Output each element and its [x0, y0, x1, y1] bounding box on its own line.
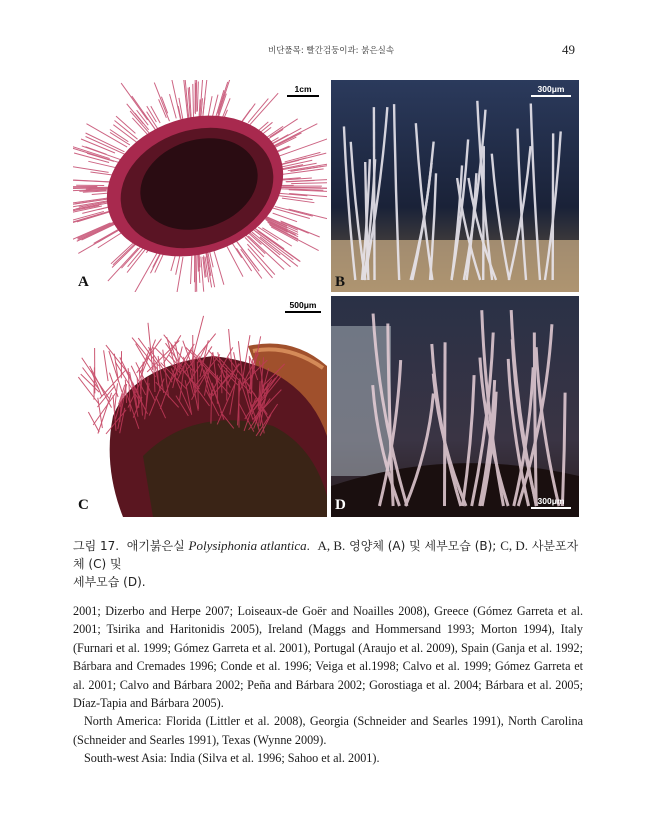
panel-letter-b: B	[335, 274, 346, 290]
caption-ab-desc: 영양체 (A) 및 세부모습 (B);	[349, 539, 497, 553]
paragraph-south-west-asia: South-west Asia: India (Silva et al. 1996; Sahoo et al. 2001).	[84, 751, 380, 766]
running-head-title: 비단풀목: 빨간검둥이과: 붉은실속	[268, 46, 395, 56]
filament-stroke	[196, 80, 197, 112]
scale-line-c	[285, 311, 321, 313]
filament-stroke	[73, 187, 109, 188]
caption-species: Polysiphonia atlantica	[188, 538, 307, 553]
panel-c-photo	[73, 296, 327, 517]
scale-label-d: 300μm	[537, 496, 565, 506]
detail-photo-d	[331, 296, 579, 517]
filament-stroke	[221, 371, 222, 393]
figure-caption: 그림 17. 애기붉은실 Polysiphonia atlantica. A, B. 영양체 (A) 및 세부모습 (B); C, D. 사분포자체 (C) 및 세부모습 (D).	[73, 538, 579, 589]
scale-bar-a	[287, 84, 319, 97]
panel-letter-c: C	[78, 497, 89, 513]
panel-letter-a: A	[78, 274, 89, 290]
scale-label-a: 1cm	[294, 84, 312, 94]
panel-letter-d: D	[335, 497, 346, 513]
branch-detail-photo-b	[331, 80, 579, 292]
scale-bar-d	[531, 496, 571, 509]
filament-stroke	[193, 84, 194, 117]
scale-bar-b	[531, 84, 571, 97]
filament-stroke	[374, 107, 375, 280]
figure-17	[73, 80, 579, 517]
body-text	[73, 602, 583, 768]
running-head	[0, 44, 652, 58]
caption-line-2: 세부모습 (D).	[73, 575, 146, 589]
scale-bar-c	[285, 300, 321, 313]
scale-line-b	[531, 95, 571, 97]
caption-ab-letters: A, B.	[317, 538, 346, 553]
caption-korean-name: 애기붉은실	[126, 539, 185, 553]
scale-line-a	[287, 95, 319, 97]
filament-stroke	[211, 392, 212, 424]
panel-d-photo	[331, 296, 579, 517]
panel-b-photo	[331, 80, 579, 292]
scale-label-b: 300μm	[537, 84, 565, 94]
paragraph-europe-continued: 2001; Dizerbo and Herpe 2007; Loiseaux-de Goër and Noailles 2008), Greece (Gómez Garreta et al. 2001; Tsirika and Haritonidis 2005), Ireland (Maggs and Hommersand 1993; Morton 1994), Italy (Furnari et al. 1999; Gómez Garreta et al. 2001), Portugal (Araujo et al. 2009), Spain (Ganja et al. 1992; Bárbara and Cremades 1996; Conde et al. 1996; Veiga et al.1998; Calvo et al. 1999; Gómez Garreta et al. 2001; Calvo and Bárbara 2002; Peña and Bárbara 2002; Gorostiaga et al. 2004; Bárbara et al. 2005; Díaz-Tapia and Bárbara 2005).	[73, 604, 583, 711]
caption-cd-letters: C, D.	[500, 538, 528, 553]
page-number: 49	[562, 42, 575, 57]
filament-stroke	[483, 146, 484, 280]
caption-cd-desc: 사분포자체 (C) 및	[73, 539, 579, 571]
panel-a-photo	[73, 80, 327, 292]
scale-line-d	[531, 507, 571, 509]
filament-stroke	[444, 342, 445, 506]
caption-label: 그림 17.	[73, 539, 120, 553]
thallus-photo-a	[73, 80, 327, 292]
tetrasporophyte-photo-c	[73, 296, 327, 517]
paragraph-north-america: North America: Florida (Littler et al. 2008), Georgia (Schneider and Searles 1991), North Carolina (Schneider and Searles 1991), Texas (Wynne 2009).	[73, 714, 583, 747]
scale-label-c: 500μm	[289, 300, 317, 310]
